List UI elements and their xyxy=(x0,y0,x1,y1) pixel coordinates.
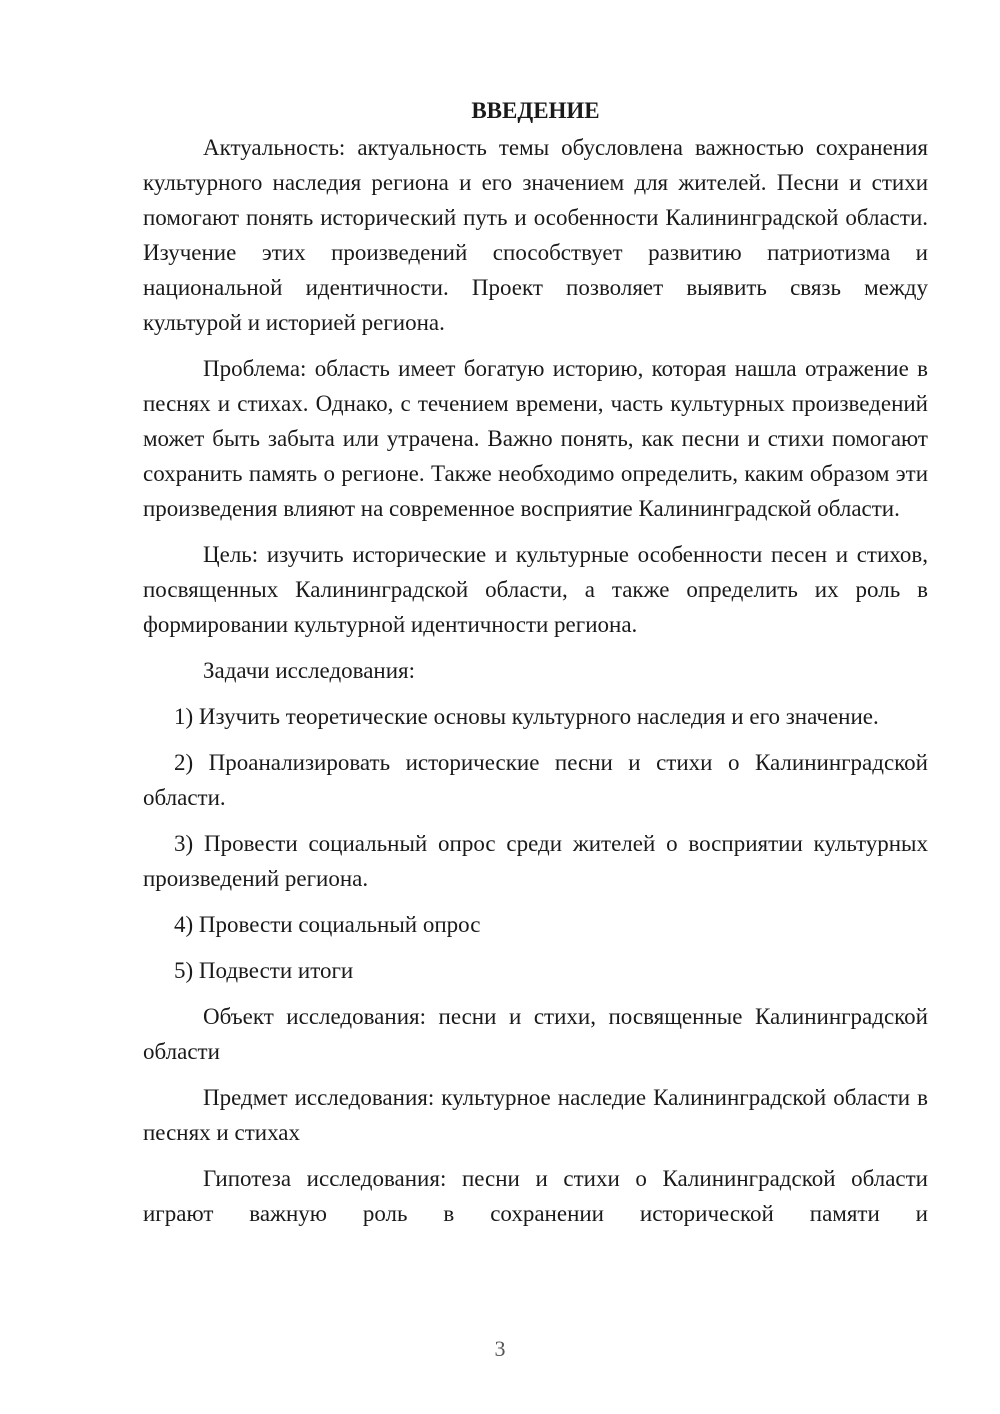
tasks-heading: Задачи исследования: xyxy=(203,658,416,683)
page-number: 3 xyxy=(494,1336,506,1361)
paragraph-relevance: Актуальность: актуальность темы обусловлена важностью сохранения культурного наследия региона и его значением для жителей. Песни и стихи помогают понять исторический путь и особенности Калининградской области. Изучение этих произведений способствует развитию патриотизма и национальной идентичности. Проект позволяет выявить связь между культурой и историей региона. xyxy=(143,135,928,335)
page-content xyxy=(143,95,928,1242)
paragraph-hypothesis: Гипотеза исследования: песни и стихи о Калининградской области играют важную роль в сохранении исторической памяти и xyxy=(143,1166,928,1226)
paragraph-object: Объект исследования: песни и стихи, посвященные Калининградской области xyxy=(143,1004,928,1064)
section-title: ВВЕДЕНИЕ xyxy=(471,98,600,123)
task-item-2: 2) Проанализировать исторические песни и стихи о Калининградской области. xyxy=(143,750,928,810)
paragraph-problem: Проблема: область имеет богатую историю, которая нашла отражение в песнях и стихах. Однако, с течением времени, часть культурных произведений может быть забыта или утрачена. Важно понять, как песни и стихи помогают сохранить память о регионе. Также необходимо определить, каким образом эти произведения влияют на современное восприятие Калининградской области. xyxy=(143,356,928,521)
task-item-1: 1) Изучить теоретические основы культурного наследия и его значение. xyxy=(174,704,879,729)
task-item-4: 4) Провести социальный опрос xyxy=(174,912,481,937)
paragraph-goal: Цель: изучить исторические и культурные особенности песен и стихов, посвященных Калининградской области, а также определить их роль в формировании культурной идентичности региона. xyxy=(143,542,928,637)
task-item-3: 3) Провести социальный опрос среди жителей о восприятии культурных произведений региона. xyxy=(143,831,928,891)
paragraph-subject: Предмет исследования: культурное наследие Калининградской области в песнях и стихах xyxy=(143,1085,928,1145)
task-item-5: 5) Подвести итоги xyxy=(174,958,354,983)
